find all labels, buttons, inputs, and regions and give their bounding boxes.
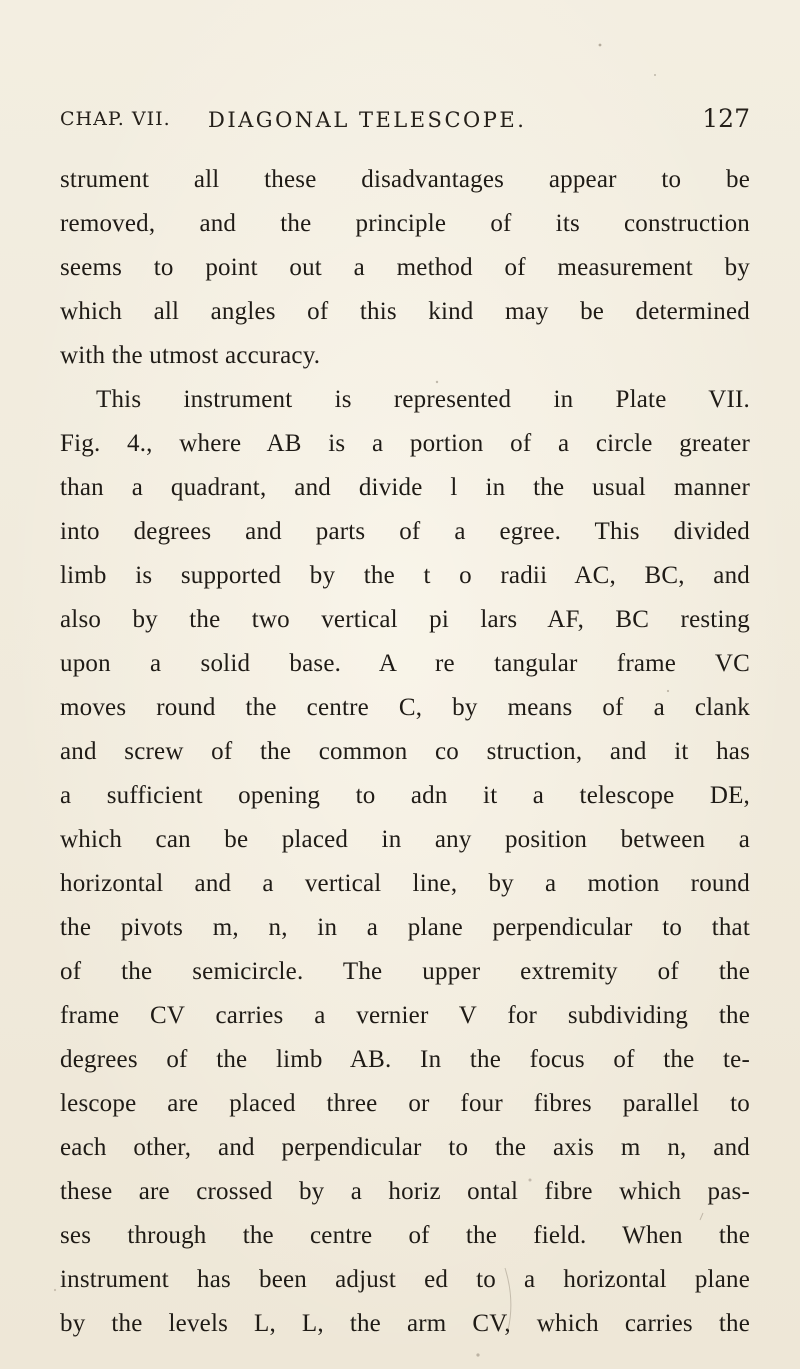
text-line: the pivots m, n, in a plane perpendicular to that <box>60 914 750 941</box>
text-line: each other, and perpendicular to the axis m n, and <box>60 1134 750 1161</box>
text-line: also by the two vertical pi lars AF, BC resting <box>60 606 750 633</box>
text-line: strument all these disadvantages appear to be <box>60 166 750 193</box>
body-text <box>60 158 750 1346</box>
text-line: of the semicircle. The upper extremity of the <box>60 958 750 985</box>
text-line: into degrees and parts of a egree. This divided <box>60 518 750 545</box>
text-line: which all angles of this kind may be determined <box>60 298 750 325</box>
text-line: Fig. 4., where AB is a portion of a circle greater <box>60 430 750 457</box>
text-line: than a quadrant, and divide l in the usual manner <box>60 474 750 501</box>
text-line: and screw of the common co struction, and it has <box>60 738 750 765</box>
text-line: This instrument is represented in Plate VII. <box>96 386 750 413</box>
text-line: instrument has been adjust ed to a horizontal plane <box>60 1266 750 1293</box>
text-line: removed, and the principle of its construction <box>60 210 750 237</box>
text-line: which can be placed in any position between a <box>60 826 750 853</box>
text-line: seems to point out a method of measurement by <box>60 254 750 281</box>
text-line: these are crossed by a horiz ontal fibre which pas- <box>60 1178 750 1205</box>
text-line: upon a solid base. A re tangular frame VC <box>60 650 750 677</box>
text-line: moves round the centre C, by means of a clank <box>60 694 750 721</box>
text-line: a sufficient opening to adn it a telescope DE, <box>60 782 750 809</box>
text-line: frame CV carries a vernier V for subdividing the <box>60 1002 750 1029</box>
running-title: DIAGONAL TELESCOPE. <box>208 108 527 132</box>
text-line: lescope are placed three or four fibres parallel to <box>60 1090 750 1117</box>
text-line: degrees of the limb AB. In the focus of the te- <box>60 1046 750 1073</box>
text-line: with the utmost accuracy. <box>60 342 321 369</box>
text-line: limb is supported by the t o radii AC, BC, and <box>60 562 750 589</box>
chapter-label: CHAP. VII. <box>60 108 171 130</box>
running-header <box>60 104 750 144</box>
text-line: horizontal and a vertical line, by a motion round <box>60 870 750 897</box>
text-line: by the levels L, L, the arm CV, which carries the <box>60 1310 750 1337</box>
page-number: 127 <box>702 104 750 133</box>
text-line: ses through the centre of the field. When the <box>60 1222 750 1249</box>
